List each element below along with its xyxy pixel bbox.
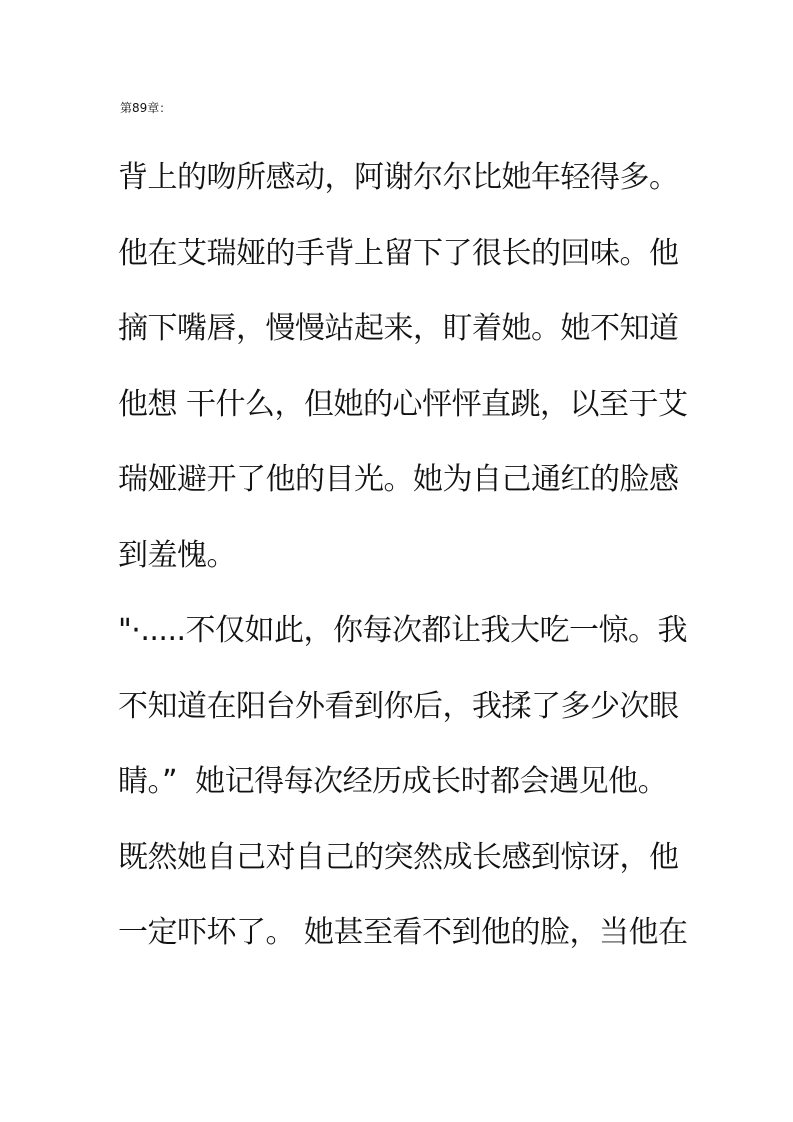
text-line: 到羞愧。 bbox=[118, 537, 236, 573]
chapter-heading: 第89章： bbox=[120, 101, 172, 115]
text-line: 摘下嘴唇，慢慢站起来，盯着她。她不知道 bbox=[118, 311, 679, 346]
text-line: 既然她自己对自己的突然成长感到惊讶，他 bbox=[118, 839, 679, 875]
text-line: 瑞娅避开了他的目光。她为自己通红的脸感 bbox=[118, 462, 679, 497]
text-line: 背上的吻所感动，阿谢尔尔比她年轻得多。 bbox=[118, 160, 679, 195]
text-line: "·.....不仅如此，你每次都让我大吃一惊。我 bbox=[118, 613, 688, 648]
text-line: 他在艾瑞娅的手背上留下了很长的回味。他 bbox=[118, 235, 679, 271]
text-line: 他想 干什么，但她的心怦怦直跳，以至于艾 bbox=[118, 386, 688, 422]
text-line: 睛。” 她记得每次经历成长时都会遇见他。 bbox=[118, 764, 668, 799]
text-line: 不知道在阳台外看到你后，我揉了多少次眼 bbox=[118, 688, 679, 724]
body-text bbox=[118, 140, 698, 971]
text-line: 一定吓坏了。 她甚至看不到他的脸，当他在 bbox=[118, 915, 688, 950]
